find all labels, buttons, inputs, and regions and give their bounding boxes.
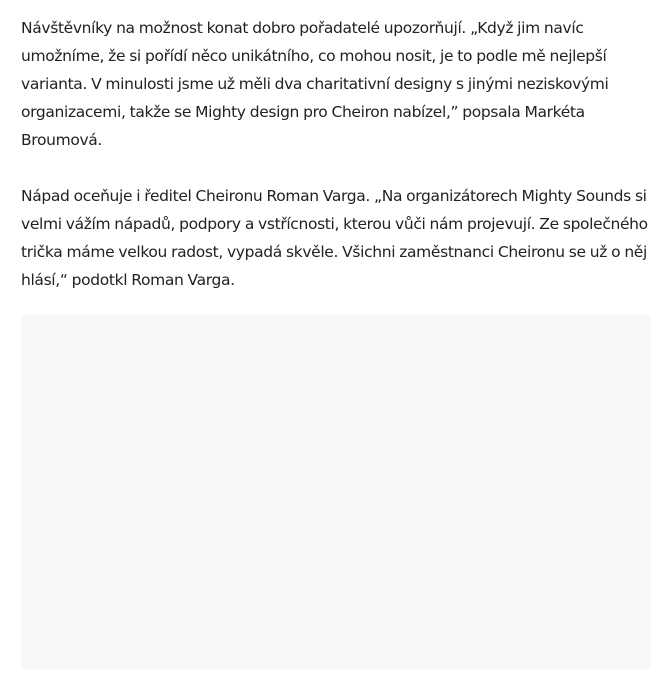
article-paragraph: Nápad oceňuje i ředitel Cheironu Roman Varga. „Na organizátorech Mighty Sounds si velmi vážím nápadů, podpory a vstřícnosti, kterou vůči nám projevují. Ze společného trička máme velkou radost, vypadá skvěle. Všichni zaměstnanci Cheironu se už o něj hlásí,“ podotkl Roman Varga. [21, 187, 648, 289]
embedded-media-placeholder [21, 315, 651, 669]
article-paragraph: Návštěvníky na možnost konat dobro pořadatelé upozorňují. „Když jim navíc umožníme, že si pořídí něco unikátního, co mohou nosit, je to podle mě nejlepší varianta. V minulosti jsme už měli dva charitativní designy s jinými neziskovými organizacemi, takže se Mighty design pro Cheiron nabízel,” popsala Markéta Broumová. [21, 19, 609, 149]
article-body [21, 14, 651, 294]
